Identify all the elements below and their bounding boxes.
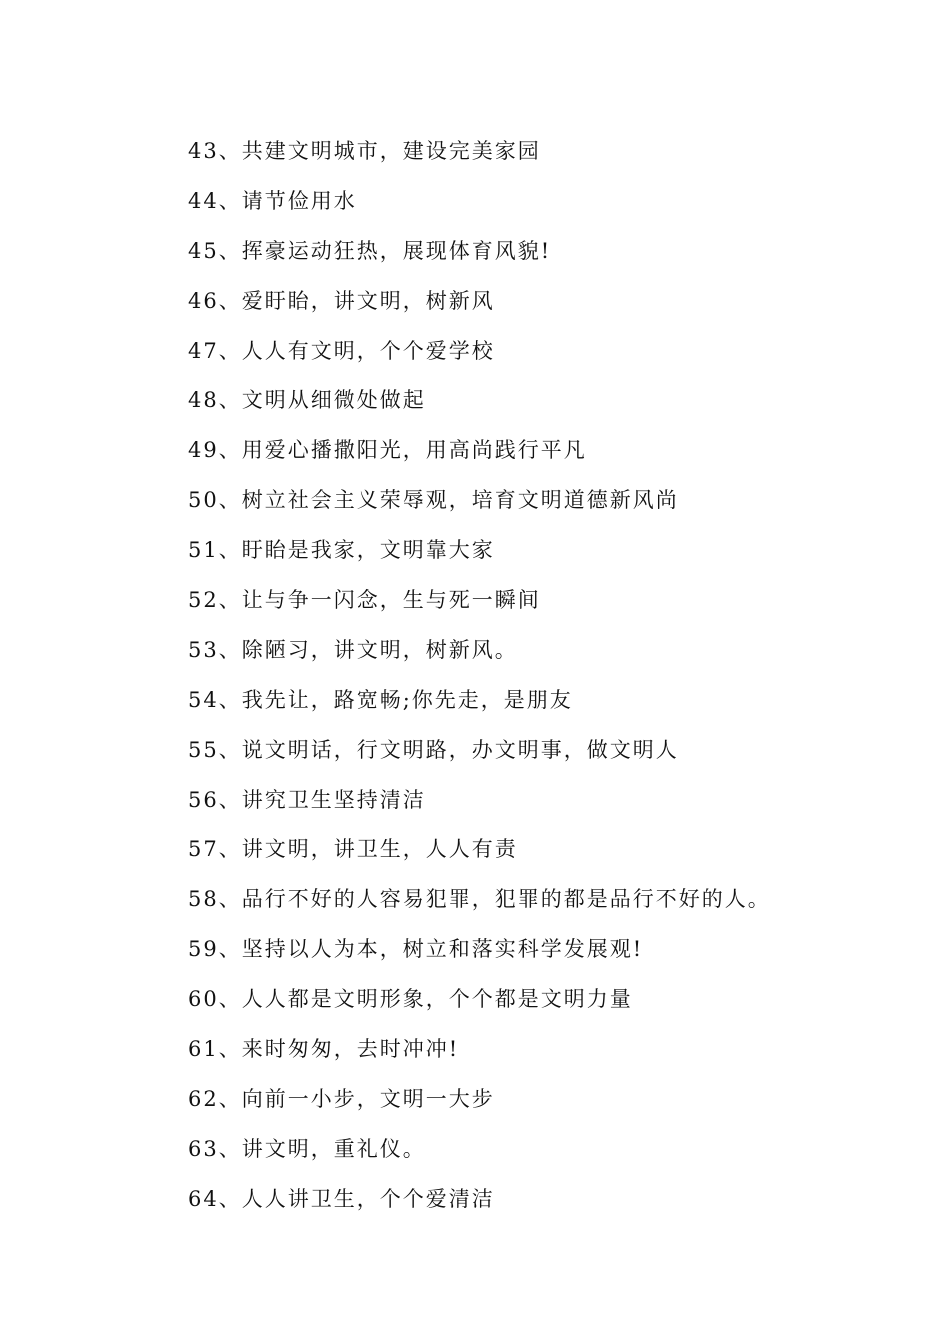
list-item: 54、我先让，路宽畅;你先走，是朋友 [188,687,573,712]
list-item: 49、用爱心播撒阳光，用高尚践行平凡 [188,438,587,463]
list-item: 47、人人有文明，个个爱学校 [188,338,495,363]
list-item: 50、树立社会主义荣辱观，培育文明道德新风尚 [188,488,679,513]
list-item: 57、讲文明，讲卫生，人人有责 [188,837,518,862]
list-item: 48、文明从细微处做起 [188,388,426,413]
list-item: 61、来时匆匆，去时冲冲! [188,1037,460,1062]
list-item: 44、请节俭用水 [188,188,357,213]
list-item: 51、盱眙是我家，文明靠大家 [188,538,495,563]
list-item: 59、坚持以人为本，树立和落实科学发展观! [188,937,644,962]
list-item: 52、让与争一闪念，生与死一瞬间 [188,588,541,613]
list-item: 60、人人都是文明形象，个个都是文明力量 [188,987,633,1012]
list-item: 64、人人讲卫生，个个爱清洁 [188,1186,495,1211]
list-item: 55、说文明话，行文明路，办文明事，做文明人 [188,737,679,762]
slogan-list [188,132,771,1230]
list-item: 46、爱盱眙，讲文明，树新风 [188,288,495,313]
list-item: 53、除陋习，讲文明，树新风。 [188,637,518,662]
list-item: 62、向前一小步，文明一大步 [188,1086,495,1111]
list-item: 58、品行不好的人容易犯罪，犯罪的都是品行不好的人。 [188,887,771,912]
list-item: 63、讲文明，重礼仪。 [188,1136,426,1161]
list-item: 56、讲究卫生坚持清洁 [188,787,426,812]
list-item: 45、挥豪运动狂热，展现体育风貌! [188,238,552,263]
list-item: 43、共建文明城市，建设完美家园 [188,139,541,163]
